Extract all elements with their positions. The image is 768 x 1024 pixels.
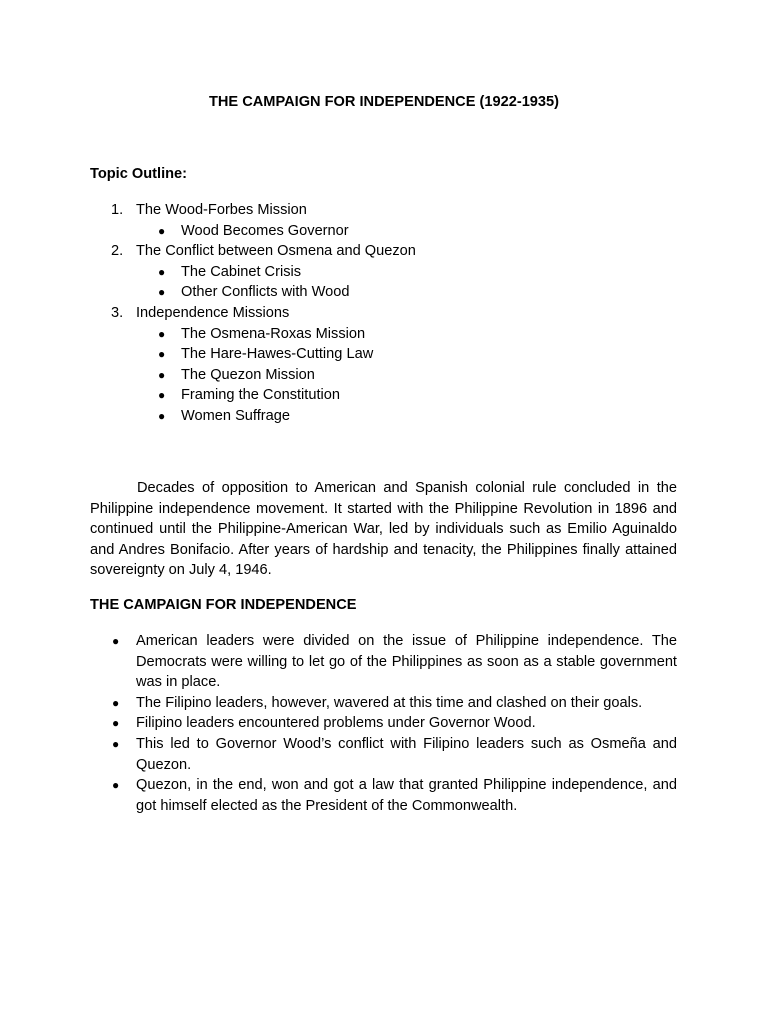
outline-item: [0, 200, 768, 221]
topic-outline-heading: Topic Outline:: [90, 166, 188, 182]
outline-subitem-label: The Hare-Hawes-Cutting Law: [181, 346, 374, 363]
bullet-icon: ●: [158, 367, 166, 382]
intro-paragraph: Decades of opposition to American and Spanish colonial rule concluded in the Philippine independence movement. It started with the Philippine Revolution in 1896 and continued until the Philippine-American War, led by individuals such as Emilio Aguinaldo and Andres Bonifacio. After years of hardship and tenacity, the Philippines finally attained sovereignty on July 4, 1946.: [90, 480, 677, 579]
outline-subitem: [0, 406, 768, 427]
outline-subitem: [0, 262, 768, 283]
list-item-text: Quezon, in the end, won and got a law that granted Philippine independence, and got himself elected as the President of the Commonwealth.: [136, 777, 677, 814]
section-heading: THE CAMPAIGN FOR INDEPENDENCE: [90, 597, 357, 613]
outline-subitem: [0, 344, 768, 365]
list-item: [0, 693, 768, 714]
outline-subitem: [0, 324, 768, 345]
list-item: [0, 713, 768, 734]
list-item-text: This led to Governor Wood’s conflict with Filipino leaders such as Osmeña and Quezon.: [136, 735, 677, 773]
bullet-icon: ●: [158, 408, 166, 423]
list-item-text: American leaders were divided on the issue of Philippine independence. The Democrats were willing to let go of the Philippines as soon as a stable government was in place.: [136, 633, 677, 691]
bullet-icon: ●: [158, 264, 166, 279]
outline-subitem-label: Framing the Constitution: [181, 387, 340, 404]
outline-item-number: 2.: [111, 243, 124, 260]
list-item-text: Filipino leaders encountered problems under Governor Wood.: [136, 715, 536, 732]
outline-subitem: [0, 282, 768, 303]
outline-subitem-label: The Quezon Mission: [181, 366, 315, 383]
list-item: [0, 775, 768, 816]
outline-item-label: The Wood-Forbes Mission: [136, 202, 307, 218]
list-item: [0, 734, 768, 775]
outline-subitem-label: Women Suffrage: [181, 407, 290, 424]
bullet-icon: ●: [158, 388, 166, 403]
campaign-bullet-list: [0, 631, 768, 816]
outline-item: [0, 303, 768, 324]
bullet-icon: ●: [112, 716, 120, 731]
bullet-icon: ●: [158, 326, 166, 341]
outline-subitem: [0, 365, 768, 386]
bullet-icon: ●: [158, 223, 166, 238]
outline-subitem-label: The Osmena-Roxas Mission: [181, 325, 366, 342]
bullet-icon: ●: [158, 347, 166, 362]
outline-subitem-label: Other Conflicts with Wood: [181, 284, 350, 301]
outline-subitem: [0, 221, 768, 242]
outline-subitem: [0, 385, 768, 406]
outline-item-number: 1.: [111, 202, 124, 218]
outline-item: [0, 241, 768, 262]
page-title: THE CAMPAIGN FOR INDEPENDENCE (1922-1935): [208, 94, 560, 110]
bullet-icon: ●: [112, 736, 120, 751]
outline-item-label: Independence Missions: [136, 304, 290, 321]
outline-item-label: The Conflict between Osmena and Quezon: [136, 243, 416, 260]
outline-subitem-label: Wood Becomes Governor: [181, 222, 349, 239]
list-item-text: The Filipino leaders, however, wavered at this time and clashed on their goals.: [136, 694, 643, 711]
bullet-icon: ●: [158, 285, 166, 300]
bullet-icon: ●: [112, 634, 120, 648]
bullet-icon: ●: [112, 695, 120, 710]
bullet-icon: ●: [112, 778, 120, 793]
list-item: [0, 631, 768, 693]
topic-outline: [0, 200, 768, 427]
outline-subitem-label: The Cabinet Crisis: [181, 263, 302, 280]
outline-item-number: 3.: [111, 304, 124, 321]
